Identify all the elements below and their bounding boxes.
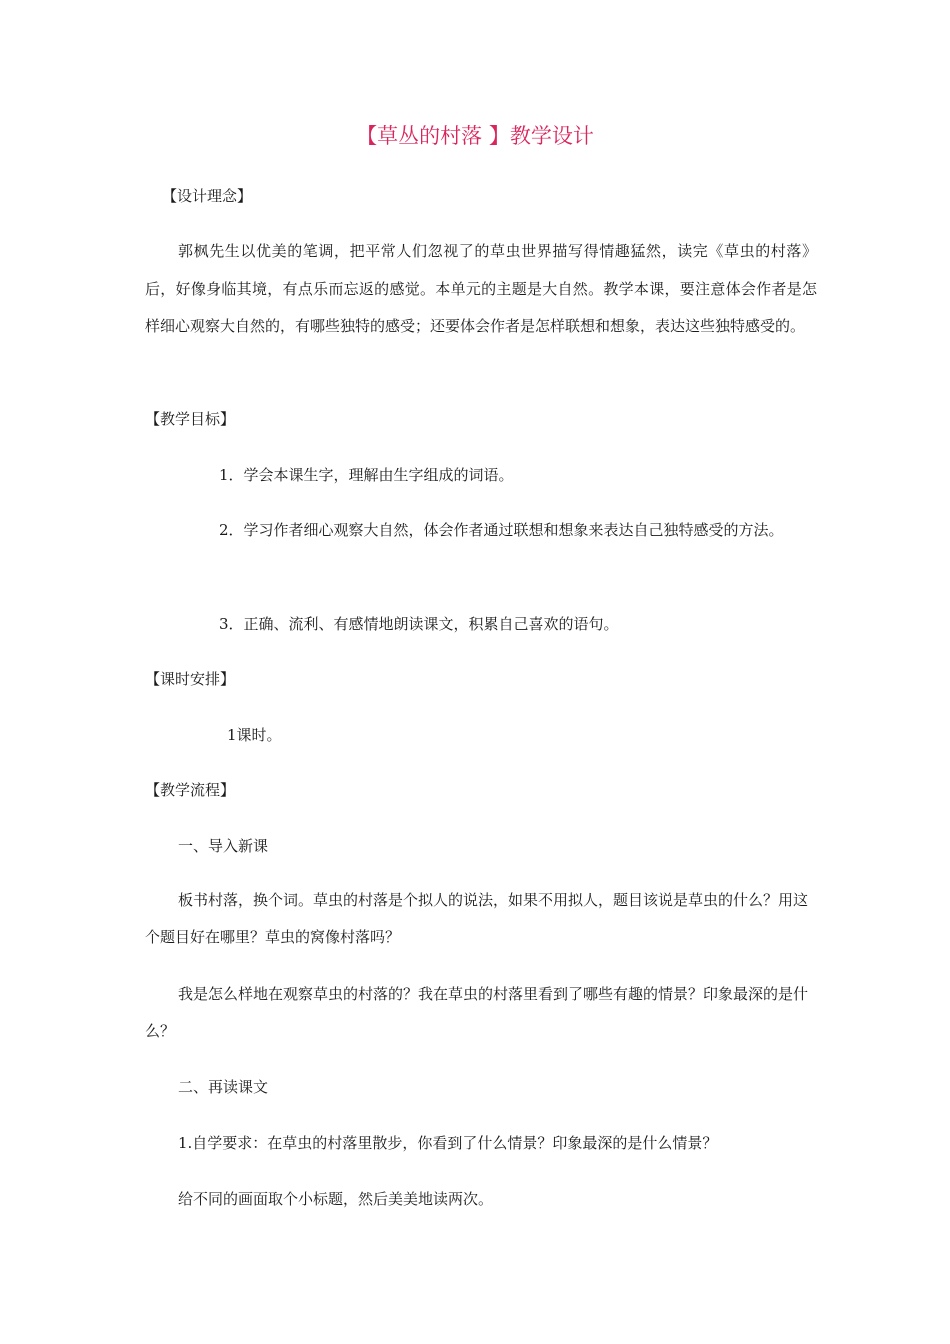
document-title: 【草丛的村落 】教学设计	[356, 124, 594, 148]
step1-paragraph-2: 我是怎么样地在观察草虫的村落的？我在草虫的村落里看到了哪些有趣的情景？印象最深的是什么？	[145, 985, 809, 1040]
step2-paragraph-2: 给不同的画面取个小标题，然后美美地读两次。	[178, 1190, 494, 1208]
step2-heading: 二、再读课文	[178, 1078, 269, 1096]
schedule-heading: 【课时安排】	[145, 670, 236, 688]
goal-item-3: 3．正确、流利、有感情地朗读课文，积累自己喜欢的语句。	[219, 615, 619, 633]
goals-heading: 【教学目标】	[145, 410, 236, 428]
goal-item-2: 2．学习作者细心观察大自然，体会作者通过联想和想象来表达自己独特感受的方法。	[219, 521, 784, 539]
step1-paragraph-1: 板书村落，换个词。草虫的村落是个拟人的说法，如果不用拟人，题目该说是草虫的什么？用这个题目好在哪里？草虫的窝像村落吗？	[145, 891, 809, 946]
concept-paragraph: 郭枫先生以优美的笔调，把平常人们忽视了的草虫世界描写得情趣猛然，读完《草虫的村落》后，好像身临其境，有点乐而忘返的感觉。本单元的主题是大自然。教学本课，要注意体会作者是怎样细心观察大自然的，有哪些独特的感受；还要体会作者是怎样联想和想象，表达这些独特感受的。	[145, 242, 817, 335]
process-heading: 【教学流程】	[145, 781, 236, 799]
step1-heading: 一、导入新课	[178, 837, 269, 855]
schedule-text: 1课时。	[227, 726, 282, 744]
concept-heading: 【设计理念】	[162, 187, 253, 205]
step2-paragraph-1: 1.自学要求：在草虫的村落里散步，你看到了什么情景？印象最深的是什么情景？	[178, 1134, 718, 1152]
goal-item-1: 1．学会本课生字，理解由生字组成的词语。	[219, 466, 514, 484]
